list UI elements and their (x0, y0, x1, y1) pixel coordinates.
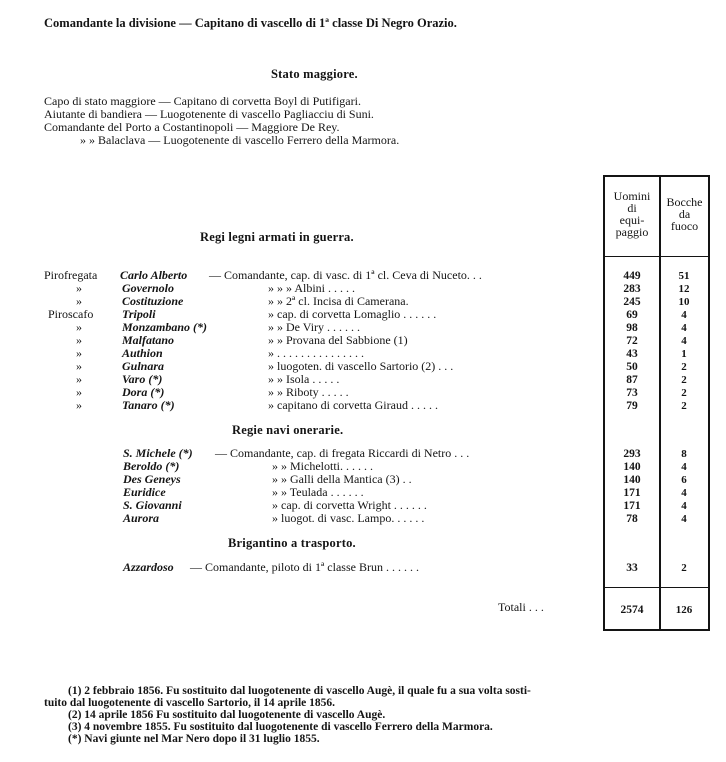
footnote: (1) 2 febbraio 1856. Fu sostituito dal luogotenente di vascello Augè, il quale fu a sua volta sosti- (68, 685, 531, 697)
table-left-rule (603, 175, 605, 631)
footnote: (*) Navi giunte nel Mar Nero dopo il 31 luglio 1855. (68, 733, 320, 745)
section-heading-war-ships: Regi legni armati in guerra. (200, 230, 354, 244)
table-bottom-rule (603, 629, 710, 631)
staff-heading: Stato maggiore. (271, 67, 358, 81)
table-top-rule (603, 175, 710, 177)
footnote: (3) 4 novembre 1855. Fu sostituito dal luogotenente di vascello Ferrero della Marmora. (68, 721, 493, 733)
staff-line: » » Balaclava — Luogotenente di vascello Ferrero della Marmora. (80, 133, 400, 147)
footnote: (2) 14 aprile 1856 Fu sostituito dal luogotenente di vascello Augè. (68, 709, 386, 721)
header-rule (603, 256, 710, 257)
footnote: tuito dal luogotenente di vascello Sartorio, il 14 aprile 1856. (44, 697, 335, 709)
section-heading-cargo-ships: Regie navi onerarie. (232, 423, 344, 437)
guns-column-header: Bocche da fuoco (666, 195, 703, 233)
staff-line: Aiutante di bandiera — Luogotenente di vascello Pagliacciu di Suni. (44, 107, 374, 121)
table-right-rule (708, 175, 710, 631)
staff-line: Capo di stato maggiore — Capitano di corvetta Boyl di Putifigari. (44, 94, 361, 108)
staff-line: Comandante del Porto a Costantinopoli — Maggiore De Rey. (44, 120, 340, 134)
division-commander: Comandante la divisione — Capitano di vascello di 1ª classe Di Negro Orazio. (44, 16, 457, 30)
table-mid-rule (659, 175, 661, 631)
crew-column-header: Uomini di equi- paggio (613, 189, 651, 239)
totals-rule (603, 587, 710, 588)
section-heading-transport-brig: Brigantino a trasporto. (228, 536, 356, 550)
